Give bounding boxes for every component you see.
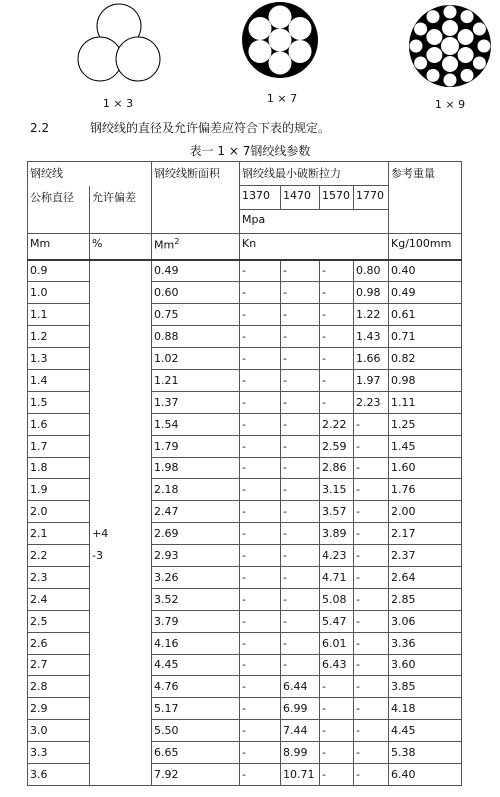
- cell-area: 1.21: [152, 369, 240, 391]
- unit-weight: Kg/100mm: [389, 234, 462, 260]
- cell-tolerance: [90, 369, 152, 391]
- cell-force-1370: -: [240, 632, 281, 654]
- cell-force-1370: -: [240, 720, 281, 742]
- cell-force-1770: -: [354, 566, 389, 588]
- cell-force-1370: -: [240, 763, 281, 785]
- cell-force-1370: -: [240, 457, 281, 479]
- header-tolerance: 允许偏差: [90, 186, 152, 234]
- cell-force-1770: 1.43: [354, 326, 389, 348]
- cell-area: 4.16: [152, 632, 240, 654]
- table-row: [28, 282, 462, 304]
- table-title: 表一 1 × 7钢绞线参数: [189, 144, 311, 158]
- cell-force-1370: -: [240, 676, 281, 698]
- strand-1x7-icon: [240, 0, 320, 80]
- cell-diameter: 2.0: [28, 501, 90, 523]
- cell-tolerance: [90, 326, 152, 348]
- cell-weight: 0.98: [389, 369, 462, 391]
- cell-force-1570: 3.57: [320, 501, 354, 523]
- table-row: [28, 391, 462, 413]
- cell-force-1570: -: [320, 304, 354, 326]
- cell-area: 1.98: [152, 457, 240, 479]
- cell-force-1570: 4.23: [320, 545, 354, 567]
- table-row: [28, 457, 462, 479]
- cell-force-1570: -: [320, 369, 354, 391]
- cell-force-1470: 6.99: [281, 698, 320, 720]
- diagram-label-1x7: 1 × 7: [266, 92, 298, 105]
- cell-diameter: 2.3: [28, 566, 90, 588]
- cell-diameter: 2.9: [28, 698, 90, 720]
- table-row: [28, 304, 462, 326]
- cell-diameter: 3.6: [28, 763, 90, 785]
- cell-weight: 0.82: [389, 348, 462, 370]
- cell-diameter: 1.3: [28, 348, 90, 370]
- cell-force-1470: 8.99: [281, 742, 320, 764]
- header-weight: 参考重量: [389, 162, 462, 186]
- cell-diameter: 2.6: [28, 632, 90, 654]
- cell-weight: 2.17: [389, 523, 462, 545]
- cell-force-1470: -: [281, 457, 320, 479]
- cell-tolerance: [90, 479, 152, 501]
- cell-tolerance: +4: [90, 523, 152, 545]
- cell-force-1470: -: [281, 654, 320, 676]
- cell-tolerance: [90, 391, 152, 413]
- cell-diameter: 1.5: [28, 391, 90, 413]
- cell-diameter: 1.8: [28, 457, 90, 479]
- cell-force-1570: 3.89: [320, 523, 354, 545]
- cell-weight: 6.40: [389, 763, 462, 785]
- cell-tolerance: [90, 501, 152, 523]
- diagram-label-1x9: 1 × 9: [434, 98, 466, 111]
- cell-force-1370: -: [240, 566, 281, 588]
- cell-force-1370: -: [240, 260, 281, 282]
- cell-force-1370: -: [240, 588, 281, 610]
- cell-diameter: 1.4: [28, 369, 90, 391]
- cell-force-1770: -: [354, 479, 389, 501]
- cell-force-1570: 2.59: [320, 435, 354, 457]
- cell-force-1570: -: [320, 763, 354, 785]
- cell-area: 1.37: [152, 391, 240, 413]
- cell-force-1470: -: [281, 588, 320, 610]
- cell-force-1570: -: [320, 742, 354, 764]
- table-row: [28, 588, 462, 610]
- cell-force-1470: -: [281, 566, 320, 588]
- section-number: 2.2: [30, 121, 50, 135]
- section-text: 钢绞线的直径及允许偏差应符合下表的规定。: [90, 121, 331, 135]
- cell-area: 1.79: [152, 435, 240, 457]
- cell-force-1570: -: [320, 260, 354, 282]
- cell-area: 2.18: [152, 479, 240, 501]
- unit-force: Kn: [240, 234, 389, 260]
- cell-force-1370: -: [240, 304, 281, 326]
- cell-force-1770: -: [354, 545, 389, 567]
- cell-force-1370: -: [240, 369, 281, 391]
- cell-tolerance: [90, 566, 152, 588]
- cell-force-1570: 6.01: [320, 632, 354, 654]
- cell-force-1570: 5.47: [320, 610, 354, 632]
- cell-force-1570: -: [320, 720, 354, 742]
- cell-tolerance: [90, 435, 152, 457]
- cell-area: 0.75: [152, 304, 240, 326]
- cell-force-1370: -: [240, 282, 281, 304]
- cell-force-1570: -: [320, 676, 354, 698]
- cell-force-1470: -: [281, 391, 320, 413]
- cell-tolerance: [90, 632, 152, 654]
- cell-force-1770: -: [354, 457, 389, 479]
- cell-diameter: 2.2: [28, 545, 90, 567]
- cell-weight: 1.45: [389, 435, 462, 457]
- cell-area: 3.52: [152, 588, 240, 610]
- table-row: [28, 501, 462, 523]
- cell-tolerance: [90, 282, 152, 304]
- cell-diameter: 1.9: [28, 479, 90, 501]
- cell-force-1470: -: [281, 435, 320, 457]
- table-row: [28, 632, 462, 654]
- cell-weight: 3.06: [389, 610, 462, 632]
- header-nominal-diameter: 公称直径: [28, 186, 90, 234]
- table-row: [28, 260, 462, 282]
- cell-force-1470: -: [281, 282, 320, 304]
- table-container: [27, 161, 462, 786]
- cell-force-1470: -: [281, 632, 320, 654]
- cell-tolerance: [90, 588, 152, 610]
- cell-diameter: 0.9: [28, 260, 90, 282]
- cell-force-1370: -: [240, 435, 281, 457]
- cell-area: 0.88: [152, 326, 240, 348]
- cell-force-1770: -: [354, 588, 389, 610]
- cell-diameter: 1.2: [28, 326, 90, 348]
- cell-diameter: 1.6: [28, 413, 90, 435]
- cell-area: 7.92: [152, 763, 240, 785]
- unit-area: Mm$^2$: [152, 234, 240, 260]
- cell-weight: 1.11: [389, 391, 462, 413]
- cell-diameter: 2.1: [28, 523, 90, 545]
- cell-force-1470: -: [281, 545, 320, 567]
- cell-weight: 3.60: [389, 654, 462, 676]
- cell-tolerance: [90, 260, 152, 282]
- cell-force-1770: 1.97: [354, 369, 389, 391]
- cell-force-1470: -: [281, 523, 320, 545]
- strand-parameters-table: [27, 161, 462, 786]
- header-grade-1470: 1470: [281, 186, 320, 210]
- cell-force-1570: 2.86: [320, 457, 354, 479]
- cell-force-1470: 10.71: [281, 763, 320, 785]
- cell-tolerance: [90, 413, 152, 435]
- cell-tolerance: [90, 698, 152, 720]
- header-weight-cont: [389, 186, 462, 234]
- cell-force-1770: -: [354, 413, 389, 435]
- cell-diameter: 2.8: [28, 676, 90, 698]
- cell-force-1470: -: [281, 304, 320, 326]
- table-row: [28, 654, 462, 676]
- cell-weight: 0.40: [389, 260, 462, 282]
- cell-force-1370: -: [240, 348, 281, 370]
- cell-area: 5.50: [152, 720, 240, 742]
- cell-force-1570: -: [320, 698, 354, 720]
- cell-force-1770: -: [354, 435, 389, 457]
- cell-area: 4.45: [152, 654, 240, 676]
- cell-area: 1.02: [152, 348, 240, 370]
- table-row: [28, 763, 462, 785]
- table-row: [28, 545, 462, 567]
- cell-tolerance: [90, 720, 152, 742]
- diagram-label-1x3: 1 × 3: [102, 97, 134, 110]
- table-row: [28, 369, 462, 391]
- cell-force-1370: -: [240, 391, 281, 413]
- header-breaking-force: 钢绞线最小破断拉力: [240, 162, 389, 186]
- cell-force-1570: 3.15: [320, 479, 354, 501]
- cell-force-1370: -: [240, 654, 281, 676]
- cell-force-1770: -: [354, 632, 389, 654]
- table-row: [28, 698, 462, 720]
- cell-force-1570: 2.22: [320, 413, 354, 435]
- cell-diameter: 1.1: [28, 304, 90, 326]
- strand-1x9-icon: [405, 0, 495, 95]
- cell-diameter: 1.7: [28, 435, 90, 457]
- cell-weight: 5.38: [389, 742, 462, 764]
- cell-tolerance: [90, 742, 152, 764]
- cell-force-1370: -: [240, 545, 281, 567]
- cell-force-1570: -: [320, 326, 354, 348]
- cell-force-1770: 0.98: [354, 282, 389, 304]
- cell-force-1770: -: [354, 698, 389, 720]
- section-heading: [30, 119, 330, 136]
- cell-force-1770: -: [354, 720, 389, 742]
- cell-weight: 2.85: [389, 588, 462, 610]
- table-row: [28, 523, 462, 545]
- cell-force-1370: -: [240, 501, 281, 523]
- header-area-cont: [152, 186, 240, 234]
- header-grade-1770: 1770: [354, 186, 389, 210]
- cell-force-1770: 0.80: [354, 260, 389, 282]
- cell-area: 2.93: [152, 545, 240, 567]
- cell-force-1470: -: [281, 479, 320, 501]
- cell-weight: 4.45: [389, 720, 462, 742]
- cell-force-1770: -: [354, 654, 389, 676]
- unit-diameter: Mm: [28, 234, 90, 260]
- cell-force-1370: -: [240, 479, 281, 501]
- cell-force-1570: -: [320, 282, 354, 304]
- cell-diameter: 2.4: [28, 588, 90, 610]
- cell-weight: 1.25: [389, 413, 462, 435]
- strand-1x3-icon: [74, 0, 164, 95]
- cell-force-1570: -: [320, 348, 354, 370]
- cell-force-1370: -: [240, 610, 281, 632]
- cell-area: 5.17: [152, 698, 240, 720]
- cell-diameter: 2.5: [28, 610, 90, 632]
- cell-tolerance: [90, 610, 152, 632]
- cell-weight: 1.60: [389, 457, 462, 479]
- cell-tolerance: [90, 763, 152, 785]
- table-row: [28, 479, 462, 501]
- cell-force-1570: 4.71: [320, 566, 354, 588]
- unit-tolerance: %: [90, 234, 152, 260]
- cell-force-1570: 5.08: [320, 588, 354, 610]
- cell-area: 0.49: [152, 260, 240, 282]
- cell-weight: 1.76: [389, 479, 462, 501]
- cell-tolerance: [90, 676, 152, 698]
- cell-area: 6.65: [152, 742, 240, 764]
- cell-weight: 4.18: [389, 698, 462, 720]
- cell-force-1370: -: [240, 326, 281, 348]
- cell-diameter: 2.7: [28, 654, 90, 676]
- table-row: [28, 676, 462, 698]
- cell-diameter: 3.3: [28, 742, 90, 764]
- cell-force-1470: -: [281, 326, 320, 348]
- cell-force-1470: -: [281, 610, 320, 632]
- cell-weight: 0.71: [389, 326, 462, 348]
- table-row: [28, 720, 462, 742]
- cell-weight: 2.00: [389, 501, 462, 523]
- cell-diameter: 3.0: [28, 720, 90, 742]
- header-grade-1570: 1570: [320, 186, 354, 210]
- cell-weight: 2.64: [389, 566, 462, 588]
- cell-force-1770: -: [354, 676, 389, 698]
- table-row: [28, 610, 462, 632]
- cell-force-1770: -: [354, 501, 389, 523]
- header-area: 钢绞线断面积: [152, 162, 240, 186]
- cell-force-1470: -: [281, 369, 320, 391]
- header-grade-unit: Mpa: [240, 210, 389, 234]
- table-row: [28, 742, 462, 764]
- cell-tolerance: -3: [90, 545, 152, 567]
- cell-force-1370: -: [240, 742, 281, 764]
- cell-area: 1.54: [152, 413, 240, 435]
- cell-force-1370: -: [240, 523, 281, 545]
- cell-area: 0.60: [152, 282, 240, 304]
- table-row: [28, 566, 462, 588]
- cell-weight: 3.85: [389, 676, 462, 698]
- cell-force-1570: -: [320, 391, 354, 413]
- cell-area: 3.26: [152, 566, 240, 588]
- cell-tolerance: [90, 654, 152, 676]
- cell-weight: 0.49: [389, 282, 462, 304]
- cell-area: 2.47: [152, 501, 240, 523]
- cell-force-1770: -: [354, 763, 389, 785]
- cell-weight: 3.36: [389, 632, 462, 654]
- header-grade-1370: 1370: [240, 186, 281, 210]
- cell-force-1470: -: [281, 413, 320, 435]
- cell-diameter: 1.0: [28, 282, 90, 304]
- cell-force-1470: 6.44: [281, 676, 320, 698]
- table-row: [28, 348, 462, 370]
- cell-force-1470: -: [281, 501, 320, 523]
- header-strand-group: 钢绞线: [28, 162, 152, 186]
- cell-force-1370: -: [240, 698, 281, 720]
- cell-force-1370: -: [240, 413, 281, 435]
- cell-force-1770: 2.23: [354, 391, 389, 413]
- cell-force-1770: -: [354, 742, 389, 764]
- cell-force-1470: -: [281, 260, 320, 282]
- table-row: [28, 413, 462, 435]
- cell-area: 2.69: [152, 523, 240, 545]
- cell-weight: 2.37: [389, 545, 462, 567]
- cell-tolerance: [90, 304, 152, 326]
- cell-force-1470: 7.44: [281, 720, 320, 742]
- table-row: [28, 326, 462, 348]
- cell-tolerance: [90, 457, 152, 479]
- cell-tolerance: [90, 348, 152, 370]
- cell-force-1470: -: [281, 348, 320, 370]
- cell-force-1770: -: [354, 610, 389, 632]
- cell-weight: 0.61: [389, 304, 462, 326]
- cell-area: 4.76: [152, 676, 240, 698]
- cell-force-1570: 6.43: [320, 654, 354, 676]
- cell-force-1770: 1.22: [354, 304, 389, 326]
- table-row: [28, 435, 462, 457]
- cell-force-1770: 1.66: [354, 348, 389, 370]
- cell-area: 3.79: [152, 610, 240, 632]
- cell-force-1770: -: [354, 523, 389, 545]
